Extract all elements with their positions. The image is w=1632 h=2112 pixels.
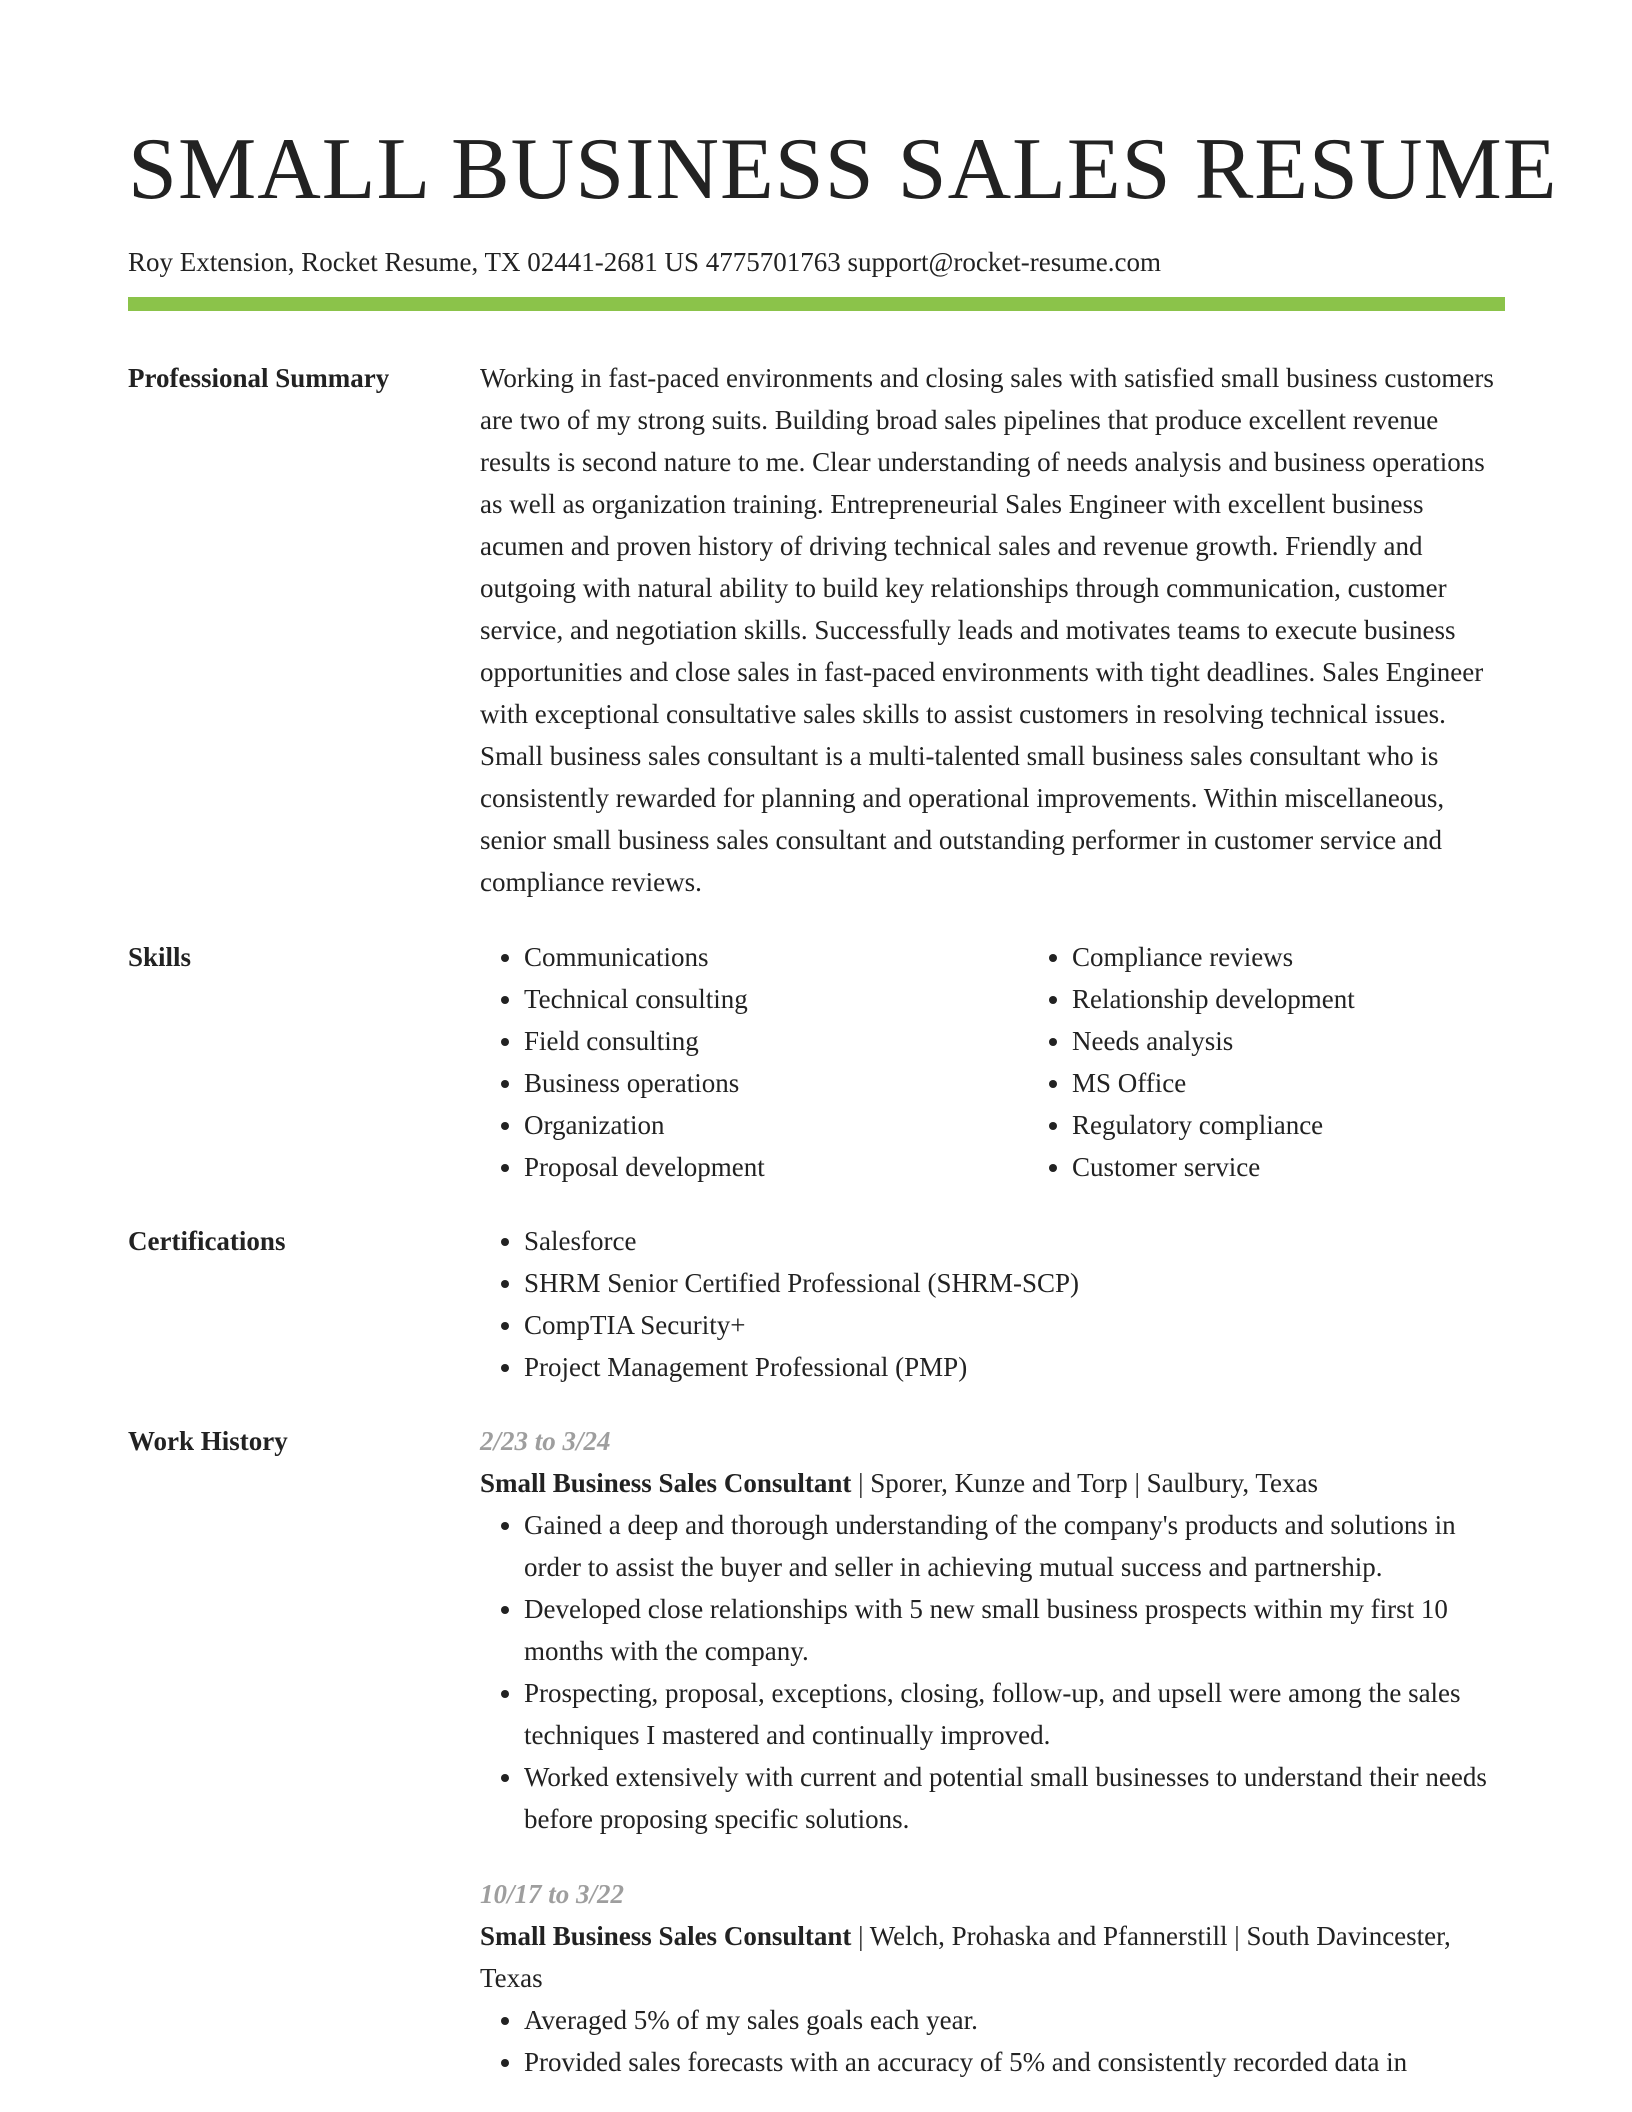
certifications-body — [480, 1220, 1505, 1388]
job-heading: Small Business Sales Consultant | Sporer, Kunze and Torp | Saulbury, Texas — [480, 1468, 1318, 1498]
certifications-heading: Certifications — [128, 1226, 286, 1256]
contact-state-zip: TX 02441-2681 — [484, 247, 658, 277]
job-location: South Davincester, Texas — [480, 1921, 1451, 1993]
certification-item: • Salesforce — [524, 1220, 1505, 1262]
summary-heading: Professional Summary — [128, 363, 390, 393]
job-bullet: • Provided sales forecasts with an accuracy of 5% and consistently recorded data in — [524, 2041, 1505, 2083]
contact-city: Rocket Resume, — [301, 247, 479, 277]
work-history-heading: Work History — [128, 1426, 288, 1456]
certifications-list — [480, 1220, 1505, 1388]
skill-item: • Customer service — [1072, 1146, 1576, 1188]
summary-section — [128, 357, 1505, 903]
certifications-section — [128, 1220, 1505, 1388]
job-title: Small Business Sales Consultant — [480, 1468, 852, 1498]
contact-phone: 4775701763 — [705, 247, 841, 277]
skill-item: • Organization — [524, 1104, 1028, 1146]
work-history-body — [480, 1420, 1505, 2083]
job-bullets — [480, 1999, 1505, 2083]
contact-country: US — [664, 247, 699, 277]
job-dates: 2/23 to 3/24 — [480, 1426, 611, 1456]
skill-item: • Relationship development — [1072, 978, 1576, 1020]
skills-heading: Skills — [128, 942, 192, 972]
summary-text: Working in fast-paced environments and closing sales with satisfied small business customers are two of my strong suits. Building broad sales pipelines that produce excellent revenue results is second nature to me. Clear understanding of needs analysis and business operations as well as organization training. Entrepreneurial Sales Engineer with excellent business acumen and proven history of driving technical sales and revenue growth. Friendly and outgoing with natural ability to build key relationships through communication, customer service, and negotiation skills. Successfully leads and motivates teams to execute business opportunities and close sales in fast-paced environments with tight deadlines. Sales Engineer with exceptional consultative sales skills to assist customers in resolving technical issues. Small business sales consultant is a multi-talented small business sales consultant who is consistently rewarded for planning and operational improvements. Within miscellaneous, senior small business sales consultant and outstanding performer in customer service and compliance reviews. — [480, 363, 1494, 897]
skill-item: • MS Office — [1072, 1062, 1576, 1104]
certification-item: • CompTIA Security+ — [524, 1304, 1505, 1346]
job-bullet: • Worked extensively with current and potential small businesses to understand their needs before proposing specific solutions. — [524, 1756, 1505, 1840]
job-bullet: • Developed close relationships with 5 new small business prospects within my first 10 months with the company. — [524, 1588, 1505, 1672]
job-company: Sporer, Kunze and Torp — [870, 1468, 1128, 1498]
skills-list-right — [1028, 936, 1576, 1188]
skill-item: • Business operations — [524, 1062, 1028, 1104]
resume-page — [128, 120, 1558, 2083]
work-history-section — [128, 1420, 1505, 2083]
job-title: Small Business Sales Consultant — [480, 1921, 852, 1951]
skills-list-left — [480, 936, 1028, 1188]
skill-item: • Proposal development — [524, 1146, 1028, 1188]
job-entry — [480, 1420, 1505, 1840]
skills-section — [128, 936, 1505, 1188]
resume-title: SMALL BUSINESS SALES RESUME — [128, 121, 1558, 218]
job-bullets — [480, 1504, 1505, 1840]
contact-street: Roy Extension, — [128, 247, 295, 277]
job-heading: Small Business Sales Consultant | Welch, Prohaska and Pfannerstill | South Davincester, Texas — [480, 1921, 1451, 1993]
job-entry — [480, 1873, 1505, 2083]
skill-item: • Technical consulting — [524, 978, 1028, 1020]
skills-columns — [480, 936, 1576, 1188]
job-location: Saulbury, Texas — [1146, 1468, 1318, 1498]
skill-item: • Regulatory compliance — [1072, 1104, 1576, 1146]
skill-item: • Communications — [524, 936, 1028, 978]
job-dates: 10/17 to 3/22 — [480, 1879, 625, 1909]
header-divider — [128, 297, 1505, 311]
skill-item: • Needs analysis — [1072, 1020, 1576, 1062]
certification-item: • Project Management Professional (PMP) — [524, 1346, 1505, 1388]
certification-item: • SHRM Senior Certified Professional (SHRM-SCP) — [524, 1262, 1505, 1304]
job-company: Welch, Prohaska and Pfannerstill — [869, 1921, 1228, 1951]
job-bullet: • Averaged 5% of my sales goals each year. — [524, 1999, 1505, 2041]
skill-item: • Field consulting — [524, 1020, 1028, 1062]
contact-email: support@rocket-resume.com — [847, 247, 1162, 277]
job-bullet: • Prospecting, proposal, exceptions, closing, follow-up, and upsell were among the sales techniques I mastered and continually improved. — [524, 1672, 1505, 1756]
job-bullet: • Gained a deep and thorough understanding of the company's products and solutions in order to assist the buyer and seller in achieving mutual success and partnership. — [524, 1504, 1505, 1588]
contact-line — [128, 246, 1505, 278]
skill-item: • Compliance reviews — [1072, 936, 1576, 978]
